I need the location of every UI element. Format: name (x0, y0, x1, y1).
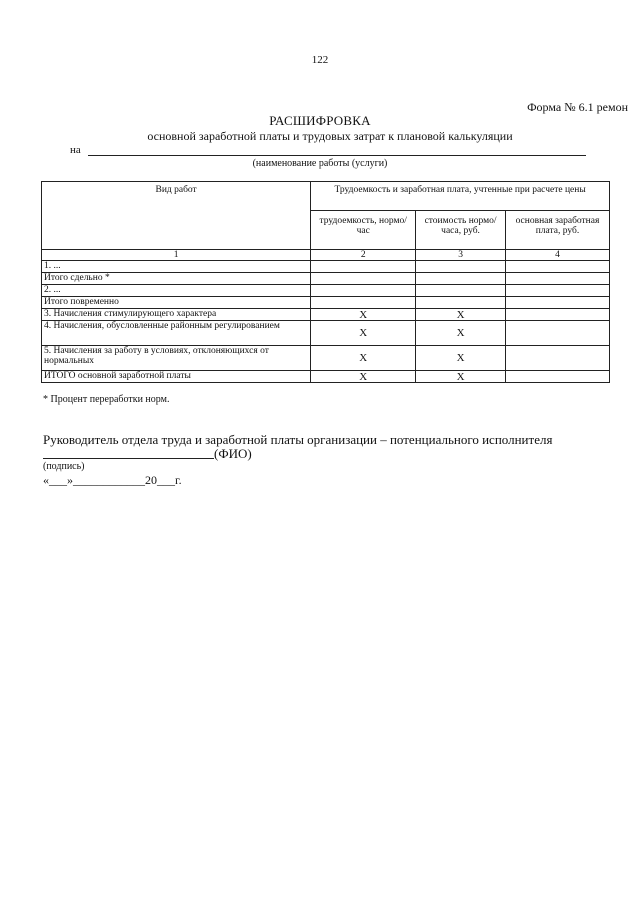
cell-labor-hours (311, 273, 416, 285)
cell-labor-hours (311, 297, 416, 309)
work-name-line (88, 155, 586, 156)
date-line: «___»____________20___г. (43, 473, 182, 487)
cell-hour-cost: X (416, 309, 506, 321)
cell-hour-cost: X (416, 321, 506, 346)
table-row (42, 285, 610, 297)
row-label: 4. Начисления, обусловленные районным регулированием (42, 321, 311, 346)
signature-line (43, 458, 214, 459)
table-row-total (42, 371, 610, 383)
row-label: Итого повременно (42, 297, 311, 309)
column-number: 2 (311, 250, 416, 261)
fio-label: (ФИО) (214, 446, 252, 461)
cell-base-wage (505, 285, 609, 297)
table-row (42, 261, 610, 273)
row-label: ИТОГО основной заработной платы (42, 371, 311, 383)
col-header-labor-hours: трудоемкость, нормо/час (311, 211, 416, 250)
cell-labor-hours (311, 261, 416, 273)
na-label: на (70, 144, 81, 156)
row-label: 3. Начисления стимулирующего характера (42, 309, 311, 321)
cell-base-wage (505, 297, 609, 309)
form-number: Форма № 6.1 ремон (527, 100, 628, 114)
footnote: * Процент переработки норм. (43, 394, 170, 405)
cell-base-wage (505, 321, 609, 346)
column-number: 3 (416, 250, 506, 261)
table-row (42, 309, 610, 321)
cell-base-wage (505, 309, 609, 321)
col-header-hour-cost: стоимость нормо/часа, руб. (416, 211, 506, 250)
table-row (42, 346, 610, 371)
cell-labor-hours: X (311, 371, 416, 383)
col-header-work-type: Вид работ (42, 182, 311, 250)
cell-labor-hours: X (311, 321, 416, 346)
row-label: 5. Начисления за работу в условиях, отклоняющихся от нормальных (42, 346, 311, 371)
wage-breakdown-table (41, 181, 610, 383)
col-header-base-wage: основная заработная плата, руб. (505, 211, 609, 250)
cell-base-wage (505, 261, 609, 273)
signature-caption: (подпись) (43, 461, 85, 472)
table-row (42, 273, 610, 285)
cell-base-wage (505, 273, 609, 285)
cell-hour-cost (416, 261, 506, 273)
cell-labor-hours: X (311, 346, 416, 371)
row-label: Итого сдельно * (42, 273, 311, 285)
work-name-caption: (наименование работы (услуги) (252, 158, 388, 169)
cell-labor-hours: X (311, 309, 416, 321)
cell-base-wage (505, 371, 609, 383)
row-label: 1. ... (42, 261, 311, 273)
cell-hour-cost (416, 297, 506, 309)
column-number: 1 (42, 250, 311, 261)
cell-base-wage (505, 346, 609, 371)
cell-hour-cost: X (416, 346, 506, 371)
col-group-header: Трудоемкость и заработная плата, учтенные при расчете цены (311, 182, 610, 211)
column-number: 4 (505, 250, 609, 261)
head-of-department-line: Руководитель отдела труда и заработной платы организации – потенциального исполнителя (43, 432, 553, 447)
cell-hour-cost (416, 273, 506, 285)
document-title: РАСШИФРОВКА (269, 113, 371, 128)
table-row (42, 297, 610, 309)
cell-hour-cost: X (416, 371, 506, 383)
row-label: 2. ... (42, 285, 311, 297)
cell-labor-hours (311, 285, 416, 297)
document-subtitle: основной заработной платы и трудовых затрат к плановой калькуляции (147, 129, 513, 143)
table-row (42, 321, 610, 346)
cell-hour-cost (416, 285, 506, 297)
column-numbers-row (42, 250, 610, 261)
page-number: 122 (311, 54, 329, 66)
